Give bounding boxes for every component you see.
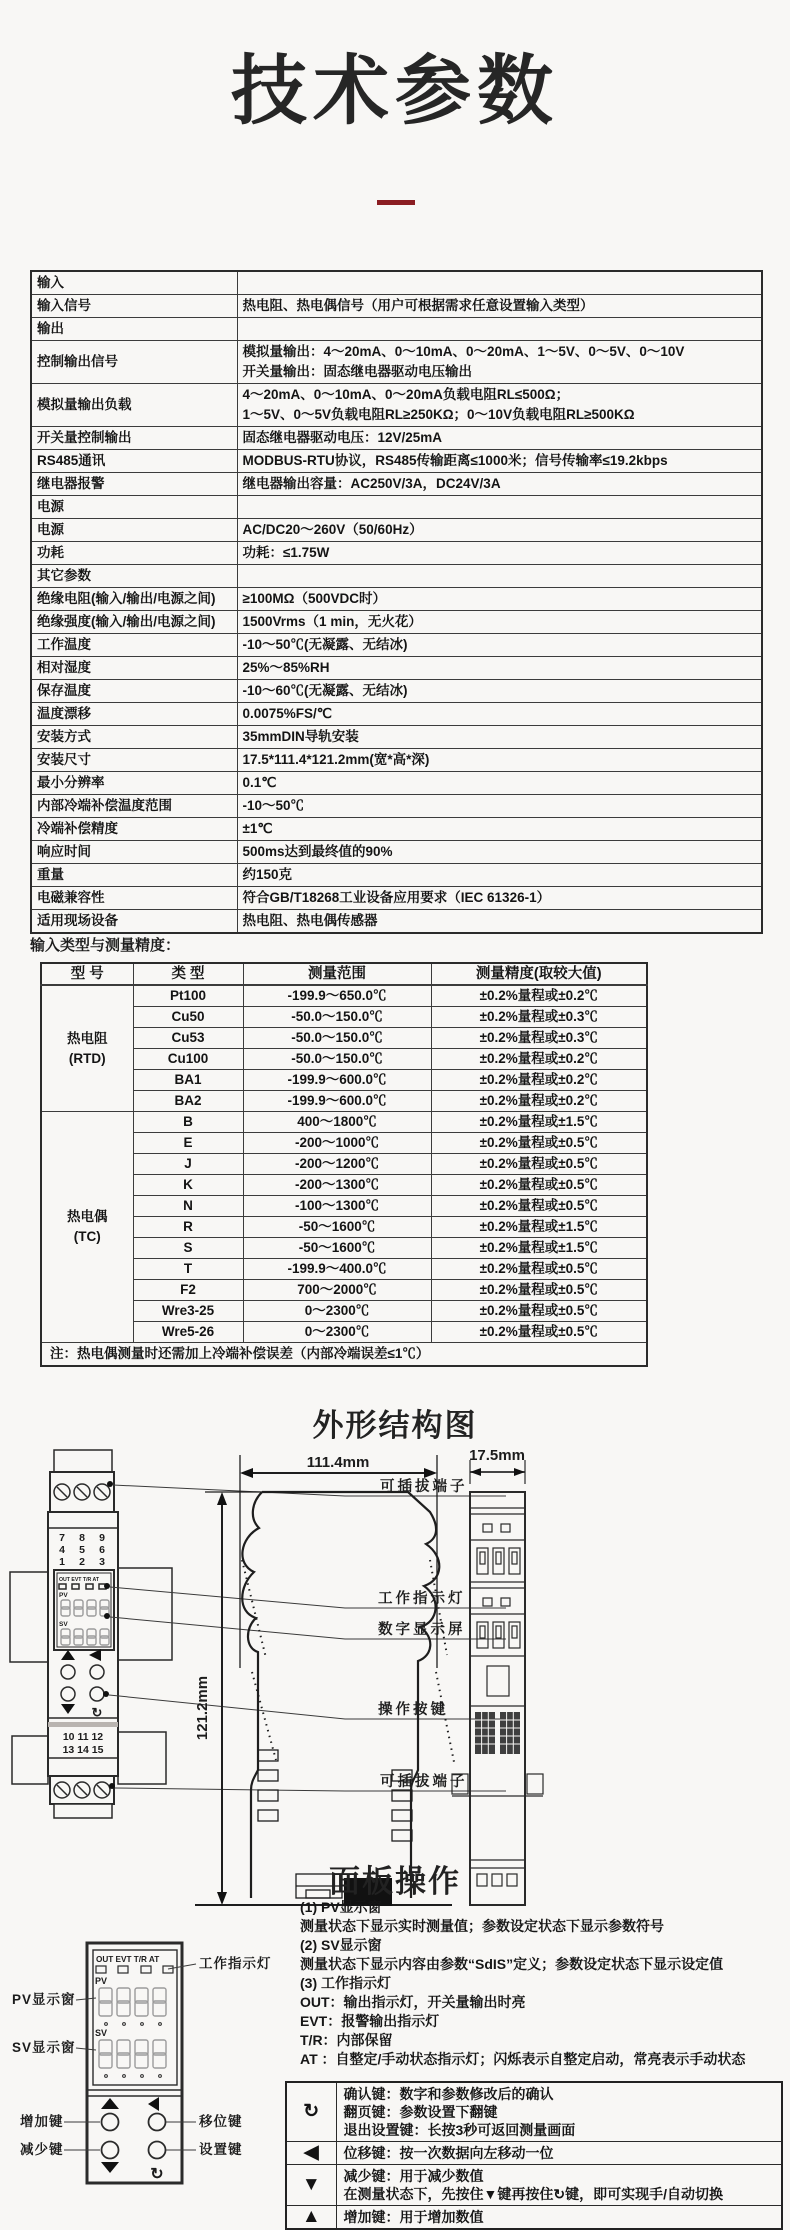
key-row	[286, 2082, 782, 2142]
spec-value-line: AC/DC20～260V（50/60Hz）	[242, 522, 423, 537]
key-line: 增加键：用于增加数值	[343, 2209, 484, 2225]
spec-label: 响应时间	[31, 841, 237, 864]
dim-depth: 17.5mm	[469, 1447, 525, 1464]
col-model: 型 号	[41, 963, 133, 985]
accuracy-header-row	[41, 963, 647, 985]
keys-table-body	[286, 2082, 782, 2229]
spec-value	[237, 271, 762, 295]
panel-note-line: T/R：内部保留	[300, 2032, 393, 2048]
accuracy-row	[41, 985, 647, 1007]
side-view	[452, 1460, 543, 1905]
spec-row	[31, 427, 762, 450]
key-line: 位移键：按一次数据向左移动一位	[343, 2145, 554, 2161]
label-increase-key: 增加键	[20, 2114, 64, 2129]
label-indicator: 工作指示灯	[378, 1591, 466, 1607]
panel-note-line: (2) SV显示窗	[300, 1937, 382, 1953]
panel-indicator-labels: OUT EVT T/R AT	[96, 1955, 160, 1964]
label-plug-top: 可插拔端子	[380, 1479, 468, 1495]
spec-value	[237, 295, 762, 318]
spec-row	[31, 772, 762, 795]
type-cell: B	[133, 1112, 243, 1133]
spec-label: 绝缘电阻(输入/输出/电源之间)	[31, 588, 237, 611]
spec-row	[31, 818, 762, 841]
spec-value-line	[243, 273, 757, 293]
col-accuracy: 测量精度(取较大值)	[431, 963, 647, 985]
model-sub: (TC)	[73, 1229, 101, 1244]
key-line: 退出设置键：长按3秒可返回测量画面	[343, 2122, 576, 2138]
label-pv-window: PV显示窗	[12, 1992, 76, 2007]
spec-row	[31, 318, 762, 341]
model-cell	[41, 985, 133, 1112]
accuracy-cell: ±0.2%量程或±0.2℃	[431, 1049, 647, 1070]
terminal-number: 2	[79, 1556, 85, 1568]
spec-value-line: 符合GB/T18268工业设备应用要求（IEC 61326-1）	[242, 890, 551, 905]
spec-value-line: ±1℃	[242, 821, 273, 836]
terminal-number: 3	[99, 1556, 105, 1568]
range-cell: -50.0～150.0℃	[243, 1028, 431, 1049]
spec-value	[237, 703, 762, 726]
key-line: 在测量状态下，先按住▼键再按住↻键，即可实现手/自动切换	[343, 2186, 723, 2202]
range-cell: -50～1600℃	[243, 1238, 431, 1259]
spec-value-line: 热电阻、热电偶传感器	[242, 913, 378, 928]
spec-row	[31, 450, 762, 473]
spec-value-line: -10～50℃(无凝露、无结冰)	[242, 637, 408, 652]
spec-value	[237, 795, 762, 818]
spec-value-line: 模拟量输出：4～20mA、0～10mA、0～20mA、1～5V、0～5V、0～10V	[242, 344, 685, 359]
spec-row	[31, 611, 762, 634]
spec-value-line: 热电阻、热电偶信号（用户可根据需求任意设置输入类型）	[242, 298, 594, 313]
type-cell: Pt100	[133, 985, 243, 1007]
accuracy-cell: ±0.2%量程或±1.5℃	[431, 1112, 647, 1133]
panel-pv-label: PV	[95, 1976, 108, 1986]
spec-row	[31, 542, 762, 565]
accuracy-cell: ±0.2%量程或±0.5℃	[431, 1280, 647, 1301]
spec-value	[237, 318, 762, 341]
keys-table	[285, 2081, 783, 2230]
spec-label: 最小分辨率	[31, 772, 237, 795]
module-sv-label: SV	[59, 1621, 68, 1628]
spec-value-line: 0.1℃	[242, 775, 277, 790]
key-line: 翻页键：参数设置下翻键	[343, 2104, 498, 2120]
spec-value-line: -10～60℃(无凝露、无结冰)	[242, 683, 408, 698]
spec-row	[31, 496, 762, 519]
spec-value-line: 0.0075%FS/℃	[242, 706, 332, 721]
spec-label: 输入	[31, 271, 237, 295]
type-cell: R	[133, 1217, 243, 1238]
accuracy-cell: ±0.2%量程或±0.5℃	[431, 1154, 647, 1175]
spec-label: 温度漂移	[31, 703, 237, 726]
key-row	[286, 2142, 782, 2165]
panel-note-line: (1) PV显示窗	[300, 1899, 382, 1915]
spec-row	[31, 341, 762, 384]
module-loop-key-icon: ↻	[91, 1705, 103, 1720]
accuracy-cell: ±0.2%量程或±0.2℃	[431, 1070, 647, 1091]
terminal-number: 6	[99, 1544, 105, 1556]
spec-label: 内部冷端补偿温度范围	[31, 795, 237, 818]
spec-label: RS485通讯	[31, 450, 237, 473]
spec-row	[31, 384, 762, 427]
spec-row	[31, 473, 762, 496]
spec-label: 其它参数	[31, 565, 237, 588]
spec-label: 继电器报警	[31, 473, 237, 496]
accuracy-heading: 输入类型与测量精度：	[30, 937, 181, 954]
spec-value-line: 35mmDIN导轨安装	[242, 729, 359, 744]
model-name: 热电阻	[67, 1030, 108, 1046]
spec-label: 控制输出信号	[31, 341, 237, 384]
spec-value-line: 功耗：≤1.75W	[242, 545, 330, 560]
page-title: 技术参数	[231, 49, 559, 134]
type-cell: Cu50	[133, 1007, 243, 1028]
panel-note-line: (3) 工作指示灯	[300, 1975, 391, 1991]
spec-table	[30, 270, 763, 934]
spec-value	[237, 772, 762, 795]
spec-value	[237, 542, 762, 565]
spec-label: 冷端补偿精度	[31, 818, 237, 841]
key-description	[336, 2206, 782, 2230]
spec-label: 工作温度	[31, 634, 237, 657]
label-decrease-key: 减少键	[20, 2142, 64, 2157]
panel-sv-label: SV	[95, 2028, 108, 2038]
type-cell: S	[133, 1238, 243, 1259]
accuracy-cell: ±0.2%量程或±0.2℃	[431, 985, 647, 1007]
spec-value-line: MODBUS-RTU协议，RS485传输距离≤1000米；信号传输率≤19.2kbps	[242, 453, 668, 468]
seven-segment-display	[99, 1988, 166, 2016]
dim-width: 111.4mm	[306, 1454, 370, 1471]
spec-value	[237, 657, 762, 680]
spec-label: 功耗	[31, 542, 237, 565]
spec-value	[237, 887, 762, 910]
spec-label: 模拟量输出负载	[31, 384, 237, 427]
spec-row	[31, 657, 762, 680]
model-sub: (RTD)	[68, 1050, 106, 1066]
range-cell: 700～2000℃	[243, 1280, 431, 1301]
accuracy-cell: ±0.2%量程或±0.5℃	[431, 1175, 647, 1196]
key-symbol: ▲	[286, 2206, 336, 2230]
range-cell: -100～1300℃	[243, 1196, 431, 1217]
col-type: 类 型	[133, 963, 243, 985]
panel-note-line: AT ：自整定/手动状态指示灯；闪烁表示自整定启动，常亮表示手动状态	[300, 2051, 746, 2067]
side-profile-view	[195, 1455, 454, 1906]
range-cell: -50.0～150.0℃	[243, 1007, 431, 1028]
spec-row	[31, 295, 762, 318]
type-cell: N	[133, 1196, 243, 1217]
spec-value	[237, 565, 762, 588]
spec-row	[31, 910, 762, 934]
spec-label: 电源	[31, 496, 237, 519]
range-cell: 400～1800℃	[243, 1112, 431, 1133]
panel-note-line: OUT：输出指示灯，开关量输出时亮	[300, 1994, 526, 2010]
spec-row	[31, 864, 762, 887]
key-description	[336, 2082, 782, 2142]
model-cell	[41, 1112, 133, 1343]
terminal-number: 7	[59, 1532, 65, 1544]
key-row	[286, 2206, 782, 2230]
spec-value-line: 4～20mA、0～10mA、0～20mA负载电阻RL≤500Ω；	[242, 387, 570, 402]
range-cell: -199.9～400.0℃	[243, 1259, 431, 1280]
accuracy-cell: ±0.2%量程或±0.3℃	[431, 1028, 647, 1049]
spec-label: 安装方式	[31, 726, 237, 749]
spec-row	[31, 588, 762, 611]
panel-notes	[300, 1898, 790, 2069]
spec-value	[237, 864, 762, 887]
terminal-numbers-bottom	[63, 1731, 104, 1756]
spec-value-line: 固态继电器驱动电压：12V/25mA	[242, 430, 443, 445]
spec-value-line	[243, 497, 757, 517]
terminal-number: 8	[79, 1532, 85, 1544]
panel-loop-key-icon: ↻	[150, 2166, 164, 2183]
key-line: 减少键：用于减少数值	[343, 2168, 484, 2184]
spec-value	[237, 341, 762, 384]
type-cell: Wre3-25	[133, 1301, 243, 1322]
spec-label: 开关量控制输出	[31, 427, 237, 450]
type-cell: F2	[133, 1280, 243, 1301]
key-line: 确认键：数字和参数修改后的确认	[343, 2086, 554, 2102]
spec-row	[31, 726, 762, 749]
terminal-number: 4	[59, 1544, 65, 1556]
dim-height: 121.2mm	[194, 1675, 211, 1741]
terminal-number: 9	[99, 1532, 105, 1544]
spec-row	[31, 519, 762, 542]
spec-value	[237, 910, 762, 934]
range-cell: -199.9～600.0℃	[243, 1070, 431, 1091]
spec-value-line: 1～5V、0～5V负载电阻RL≥250KΩ；0～10V负载电阻RL≥500KΩ	[242, 407, 635, 422]
type-cell: BA1	[133, 1070, 243, 1091]
col-range: 测量范围	[243, 963, 431, 985]
range-cell: -50.0～150.0℃	[243, 1049, 431, 1070]
type-cell: Wre5-26	[133, 1322, 243, 1343]
key-symbol: ↻	[286, 2082, 336, 2142]
spec-value-line: 1500Vrms（1 min，无火花）	[242, 614, 422, 629]
range-cell: -199.9～600.0℃	[243, 1091, 431, 1112]
spec-value-line: 约150克	[242, 867, 293, 882]
accuracy-row	[41, 1112, 647, 1133]
accuracy-cell: ±0.2%量程或±0.3℃	[431, 1007, 647, 1028]
spec-label: 相对湿度	[31, 657, 237, 680]
spec-value	[237, 634, 762, 657]
spec-row	[31, 887, 762, 910]
terminal-number: 1	[59, 1556, 65, 1568]
spec-label: 绝缘强度(输入/输出/电源之间)	[31, 611, 237, 634]
spec-row	[31, 680, 762, 703]
module-pv-label: PV	[59, 1592, 68, 1599]
accuracy-cell: ±0.2%量程或±0.5℃	[431, 1196, 647, 1217]
spec-value	[237, 427, 762, 450]
spec-label: 保存温度	[31, 680, 237, 703]
key-description	[336, 2142, 782, 2165]
model-name: 热电偶	[67, 1209, 108, 1224]
seven-segment-display	[99, 2040, 166, 2068]
accuracy-table-body	[41, 985, 647, 1366]
spec-row	[31, 703, 762, 726]
label-shift-key: 移位键	[199, 2114, 243, 2129]
spec-value-line: -10～50℃	[242, 798, 305, 813]
spec-value	[237, 473, 762, 496]
spec-value	[237, 588, 762, 611]
label-sv-window: SV显示窗	[12, 2040, 76, 2055]
panel-note-line: 测量状态下显示实时测量值；参数设定状态下显示参数符号	[300, 1918, 664, 1934]
spec-value-line	[243, 566, 757, 586]
label-keys: 操作按键	[378, 1702, 448, 1718]
accuracy-cell: ±0.2%量程或±0.2℃	[431, 1091, 647, 1112]
panel-heading: 面板操作	[329, 1864, 461, 1899]
spec-value-line: 25%～85%RH	[242, 660, 330, 675]
key-symbol: ◀	[286, 2142, 336, 2165]
label-set-key: 设置键	[199, 2142, 243, 2157]
spec-label: 输出	[31, 318, 237, 341]
range-cell: -200～1000℃	[243, 1133, 431, 1154]
spec-value	[237, 450, 762, 473]
label-panel-indicator: 工作指示灯	[199, 1956, 272, 1971]
svg-text:13 14 15: 13 14 15	[62, 1744, 104, 1756]
accuracy-note: 注：热电偶测量时还需加上冷端补偿误差（内部冷端误差≤1℃）	[41, 1343, 647, 1367]
accuracy-cell: ±0.2%量程或±1.5℃	[431, 1217, 647, 1238]
accuracy-table	[40, 962, 648, 1367]
range-cell: -50～1600℃	[243, 1217, 431, 1238]
spec-value-line: 500ms达到最终值的90%	[242, 844, 393, 859]
key-description	[336, 2165, 782, 2206]
spec-value-line: ≥100MΩ（500VDC时）	[242, 591, 387, 606]
accuracy-cell: ±0.2%量程或±1.5℃	[431, 1238, 647, 1259]
spec-value	[237, 749, 762, 772]
range-cell: -200～1200℃	[243, 1154, 431, 1175]
title-accent-dash	[377, 200, 415, 205]
range-cell: -200～1300℃	[243, 1175, 431, 1196]
outline-heading: 外形结构图	[312, 1408, 478, 1443]
spec-value-line: 继电器输出容量：AC250V/3A，DC24V/3A	[242, 476, 501, 491]
panel-face-diagram	[0, 1938, 300, 2223]
module-indicator-labels: OUT EVT T/R AT	[59, 1577, 100, 1583]
type-cell: Cu100	[133, 1049, 243, 1070]
accuracy-note-row	[41, 1343, 647, 1367]
type-cell: K	[133, 1175, 243, 1196]
label-display: 数字显示屏	[378, 1622, 466, 1638]
panel-note-line: 测量状态下显示内容由参数“SdIS”定义；参数设定状态下显示设定值	[300, 1956, 724, 1972]
terminal-number: 5	[79, 1544, 85, 1556]
spec-row	[31, 271, 762, 295]
spec-value	[237, 726, 762, 749]
spec-value	[237, 818, 762, 841]
spec-label: 安装尺寸	[31, 749, 237, 772]
panel-note-line: EVT：报警输出指示灯	[300, 2013, 440, 2029]
spec-row	[31, 795, 762, 818]
type-cell: J	[133, 1154, 243, 1175]
spec-row	[31, 565, 762, 588]
spec-label: 电磁兼容性	[31, 887, 237, 910]
accuracy-cell: ±0.2%量程或±0.5℃	[431, 1322, 647, 1343]
spec-value	[237, 384, 762, 427]
spec-value	[237, 611, 762, 634]
spec-label: 输入信号	[31, 295, 237, 318]
spec-label: 电源	[31, 519, 237, 542]
accuracy-cell: ±0.2%量程或±0.5℃	[431, 1301, 647, 1322]
label-plug-bottom: 可插拔端子	[380, 1774, 468, 1790]
range-cell: 0～2300℃	[243, 1322, 431, 1343]
key-symbol: ▼	[286, 2165, 336, 2206]
spec-value-line: 17.5*111.4*121.2mm(宽*高*深)	[242, 752, 430, 767]
type-cell: Cu53	[133, 1028, 243, 1049]
range-cell: -199.9～650.0℃	[243, 985, 431, 1007]
spec-label: 适用现场设备	[31, 910, 237, 934]
spec-label: 重量	[31, 864, 237, 887]
spec-value	[237, 496, 762, 519]
spec-value-line: 开关量输出：固态继电器驱动电压输出	[242, 364, 472, 379]
spec-value-line	[243, 319, 757, 339]
svg-text:10 11 12: 10 11 12	[62, 1731, 104, 1743]
type-cell: BA2	[133, 1091, 243, 1112]
spec-row	[31, 634, 762, 657]
accuracy-cell: ±0.2%量程或±0.5℃	[431, 1133, 647, 1154]
spec-value	[237, 519, 762, 542]
accuracy-cell: ±0.2%量程或±0.5℃	[431, 1259, 647, 1280]
type-cell: E	[133, 1133, 243, 1154]
key-row	[286, 2165, 782, 2206]
spec-row	[31, 841, 762, 864]
type-cell: T	[133, 1259, 243, 1280]
spec-row	[31, 749, 762, 772]
spec-table-body	[31, 271, 762, 933]
range-cell: 0～2300℃	[243, 1301, 431, 1322]
spec-value	[237, 680, 762, 703]
spec-value	[237, 841, 762, 864]
